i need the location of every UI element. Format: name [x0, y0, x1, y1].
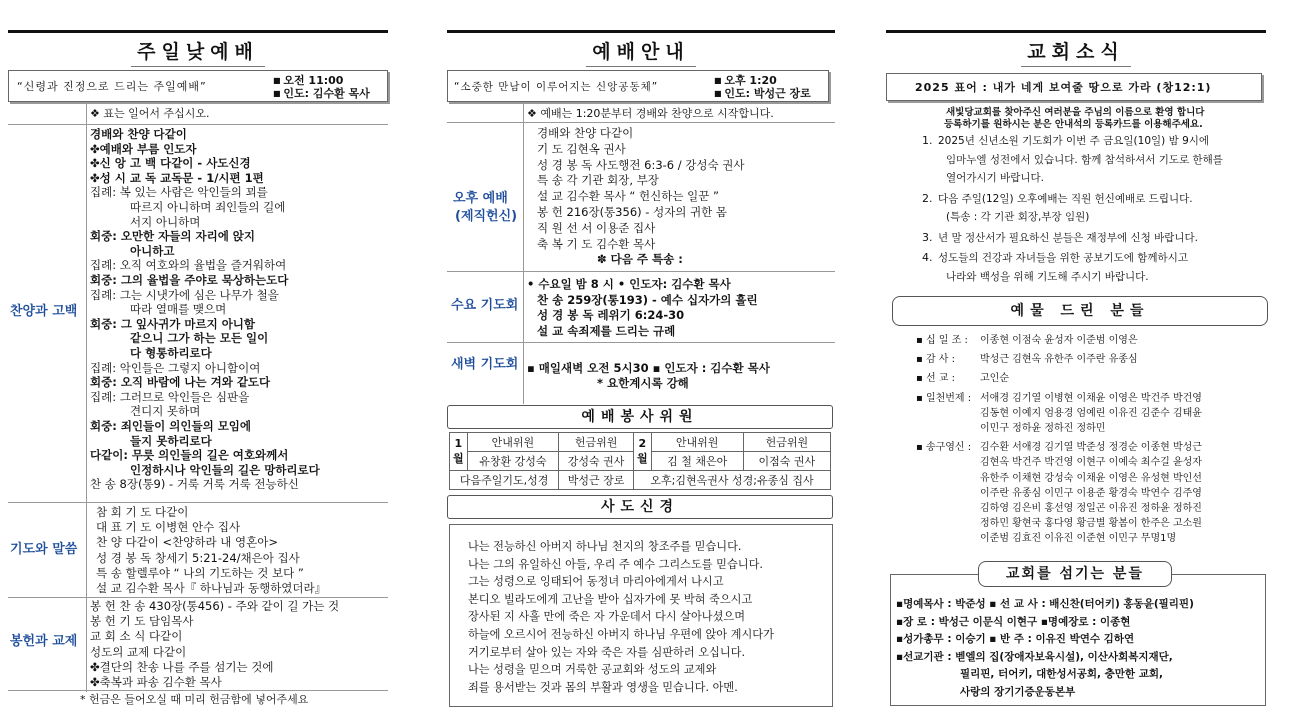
- servant-line: 필리핀, 터어키, 대한성서공회, 충만한 교회,: [960, 668, 1164, 680]
- dawn-line: ▪ 매일새벽 오전 5시30 ▪ 인도자 : 김수환 목사: [527, 361, 770, 375]
- offering-names: 김하영 김은비 홍선영 정일곤 이유진 정하윤 정하진: [980, 503, 1202, 514]
- liturgy-line: 회중: 오직 바람에 나는 겨와 같도다: [90, 375, 271, 390]
- pm-line: 봉 헌 216장(통356) - 성자의 귀한 몸: [537, 205, 728, 219]
- head-offering-2: 헌금위원: [743, 433, 830, 452]
- liturgy-line: 회중: 오만한 자들의 자리에 앉지: [90, 229, 256, 244]
- usher-2: 김 철 채은아: [651, 452, 743, 471]
- liturgy-line: 봉 헌 찬 송 430장(통456) - 주와 같이 길 가는 것: [90, 599, 340, 613]
- pm-service-sub: (제직헌신): [455, 209, 518, 224]
- liturgy-line: 대 표 기 도 이병현 안수 집사: [96, 520, 241, 535]
- liturgy-line: 집례: 그러므로 악인들은 심판을: [90, 389, 250, 404]
- offering-names: 김현옥 박건주 박건영 이현구 이예숙 최수길 윤성자: [980, 457, 1202, 469]
- servant-line: ▪명예목사 : 박준성 ▪ 선 교 사 : 배신찬(터어키) 홍동윤(필리핀): [896, 598, 1194, 610]
- offering-names: 이주란 유종심 이민구 이용준 황경숙 박연수 김주영: [980, 487, 1202, 499]
- offering-category: ▪ 감 사 :: [916, 354, 956, 366]
- liturgy-line: ✤축복과 파송 김수환 목사: [90, 675, 222, 689]
- offering-1: 강성숙 권사: [559, 452, 634, 471]
- usher-1: 유창환 강성숙: [467, 452, 559, 471]
- welcome-line-2: 등록하기를 원하시는 분은 안내석의 등록카드를 이용해주세요.: [944, 119, 1203, 130]
- creed-line: 나는 성령을 믿으며 거룩한 공교회와 성도의 교제와: [468, 663, 717, 677]
- pm-line: 특 송 각 기관 회장, 부장: [537, 173, 659, 188]
- wed-line: 설 교 속죄제를 드리는 규례: [537, 323, 676, 338]
- offering-names: 김수환 서애경 김기열 박준성 정경순 이종현 박성근: [980, 442, 1202, 454]
- motto: 2025 표어 : 내가 네게 보여줄 땅으로 가라 (창12:1): [915, 81, 1212, 94]
- creed-line: 하늘에 오르시어 전능하신 아버지 하나님 우편에 앉아 계시다가: [468, 628, 774, 641]
- left-theme: “신령과 진정으로 드리는 주일예배”: [17, 80, 207, 93]
- wed-label: 수요 기도회: [451, 298, 519, 313]
- offering-category: ▪ 송구영신 :: [916, 442, 972, 454]
- next-week-label: 다음주일기도,성경: [450, 471, 559, 490]
- news-line: 년 말 정산서가 필요하신 분들은 재정부에 신청 바랍니다.: [938, 231, 1198, 244]
- head-usher-2: 안내위원: [651, 433, 743, 452]
- middle-leader: ■ 인도: 박성근 장로: [714, 87, 811, 101]
- liturgy-line: 따라 열매를 맺으며: [130, 302, 227, 317]
- left-note: ❖ 표는 일어서 주십시오.: [90, 107, 210, 120]
- servants-title: 교회를 섬기는 분들: [978, 561, 1172, 587]
- liturgy-line: 들지 못하리로다: [130, 433, 212, 448]
- liturgy-line: 설 교 김수환 목사『 하나님과 동행하였더라』: [96, 581, 327, 595]
- middle-title: 예배안내: [447, 30, 835, 67]
- liturgy-line: 따르지 아니하며 죄인들의 길에: [130, 200, 286, 214]
- news-line: 임마누엘 성전에서 있습니다. 함께 참석하셔서 기도로 한해를: [946, 153, 1223, 166]
- offering-names: 이준범 김효진 이유진 이준현 이민구 무명1명: [980, 533, 1177, 545]
- left-title: 주일낮예배: [8, 30, 388, 67]
- news-line: 2025년 신년소원 기도회가 이번 주 금요일(10일) 밤 9시에: [938, 135, 1210, 147]
- right-title: 교회소식: [886, 30, 1266, 67]
- liturgy-line: ✤예배와 부름 인도자: [90, 141, 197, 156]
- section-label-word: 기도와 말씀: [10, 542, 78, 557]
- pm-line: 성 경 봉 독 사도행전 6:3-6 / 강성숙 권사: [537, 157, 745, 172]
- left-theme-box: [8, 70, 388, 102]
- liturgy-line: 집례: 그는 시냇가에 심은 나무가 철을: [90, 287, 279, 302]
- left-time: ■ 오전 11:00: [273, 74, 343, 88]
- liturgy-line: 회중: 죄인들이 의인들의 모임에: [90, 419, 252, 433]
- liturgy-line: 다같이: 무릇 의인들의 길은 여호와께서: [90, 448, 289, 463]
- offering-category: ▪ 일천번제 :: [916, 392, 972, 404]
- middle-time: ■ 오후 1:20: [714, 74, 777, 88]
- creed-title: 사도신경: [447, 495, 833, 519]
- servant-line: 사랑의 장기기증운동본부: [960, 685, 1076, 698]
- pm-line: 기 도 김현옥 권사: [537, 141, 626, 156]
- month-1: 1 월: [450, 433, 468, 471]
- pm-line: 설 교 김수환 목사 “ 헌신하는 일꾼 ”: [537, 189, 719, 204]
- creed-line: 나는 전능하신 아버지 하나님 천지의 창조주를 믿습니다.: [468, 540, 742, 553]
- offering-title: 예물 드린 분들: [892, 296, 1268, 326]
- offering-names: 김동현 이예지 엄용경 엄예린 이유진 김준수 김태윤: [980, 407, 1202, 419]
- news-line: 열어가시기 바랍니다.: [946, 172, 1044, 184]
- right-column: [886, 0, 1266, 723]
- liturgy-line: 인정하시나 악인들의 길은 망하리로다: [130, 462, 320, 477]
- creed-line: 죄를 용서받는 것과 몸의 부활과 영생을 믿습니다. 아멘.: [468, 680, 738, 694]
- liturgy-line: 집례: 오직 여호와의 율법을 즐거워하여: [90, 258, 287, 273]
- news-number: 2.: [922, 191, 933, 205]
- month-2: 2 월: [634, 433, 652, 471]
- middle-note: ❖ 예배는 1:20분부터 경배와 찬양으로 시작합니다.: [527, 107, 774, 120]
- liturgy-line: 봉 헌 기 도 담임목사: [90, 614, 194, 629]
- liturgy-line: 견디지 못하며: [130, 404, 201, 419]
- servant-line: ▪성가총무 : 이승기 ▪ 반 주 : 이유진 박연수 김하연: [896, 633, 1135, 645]
- offering-2: 이점숙 권사: [743, 452, 830, 471]
- middle-theme-box: [447, 70, 829, 102]
- offering-names: 서애경 김기열 이병현 이채윤 이영은 박건주 박건영: [980, 392, 1202, 404]
- middle-theme: “소중한 만남이 이루어지는 신앙공동체”: [454, 81, 659, 93]
- liturgy-line: 찬 송 8장(통9) - 거룩 거룩 거룩 전능하신: [90, 477, 299, 492]
- offering-names: 박성근 김현옥 유한주 이주란 유종심: [980, 354, 1138, 366]
- news-number: 4.: [922, 251, 933, 264]
- liturgy-line: 교 회 소 식 다같이: [90, 629, 183, 644]
- liturgy-line: ✤성 시 교 독 교독문 - 1/시편 1편: [90, 170, 264, 185]
- head-offering-1: 헌금위원: [559, 433, 634, 452]
- news-line: 다음 주일(12일) 오후예배는 직원 헌신예배로 드립니다.: [938, 192, 1193, 205]
- pm-line: 축 복 기 도 김수환 목사: [537, 236, 656, 251]
- middle-column: [447, 0, 835, 723]
- liturgy-line: ✤신 앙 고 백 다같이 - 사도신경: [90, 156, 251, 171]
- liturgy-line: 참 회 기 도 다같이: [96, 505, 189, 519]
- offering-names: 유한주 이채현 강성숙 이채윤 이영은 유성현 박인선: [980, 472, 1202, 484]
- creed-box: [449, 524, 833, 707]
- left-column: [8, 0, 388, 723]
- motto-box: [886, 73, 1262, 101]
- liturgy-line: ✤결단의 찬송 나를 주를 섬기는 것에: [90, 659, 274, 674]
- liturgy-line: 서지 아니하며: [130, 214, 201, 229]
- offering-category: ▪ 십 일 조 :: [916, 335, 968, 346]
- liturgy-line: 회중: 그의 율법을 주야로 묵상하는도다: [90, 273, 289, 287]
- section-label-offering: 봉헌과 교제: [10, 634, 78, 649]
- dawn-label: 새벽 기도회: [451, 357, 519, 372]
- service-table: [449, 432, 831, 490]
- creed-line: 거기로부터 살아 있는 자와 죽은 자를 심판하러 오십니다.: [468, 645, 746, 659]
- section-label-praise: 찬양과 고백: [10, 304, 78, 319]
- left-leader: ■ 인도: 김수환 목사: [273, 87, 370, 101]
- creed-line: 본디오 빌라도에게 고난을 받아 십자가에 못 박혀 죽으시고: [468, 592, 753, 606]
- liturgy-line: 경배와 찬양 다같이: [90, 127, 187, 141]
- offering-names: 고인순: [980, 373, 1009, 385]
- liturgy-line: 특 송 할렐루야 “ 나의 기도하는 것 보다 ”: [96, 565, 304, 580]
- liturgy-line: 집례: 악인들은 그렇지 아니함이여: [90, 360, 261, 375]
- welcome-line-1: 새빛당교회를 찾아주신 여러분을 주님의 이름으로 환영 합니다: [946, 107, 1205, 118]
- liturgy-line: 다 형통하리로다: [130, 346, 212, 360]
- liturgy-line: 성도의 교제 다같이: [90, 644, 187, 659]
- pm-line: 경배와 찬양 다같이: [537, 126, 634, 140]
- news-number: 3.: [922, 230, 933, 244]
- head-usher-1: 안내위원: [467, 433, 559, 452]
- liturgy-line: 찬 양 다같이 <찬양하라 내 영혼아>: [96, 535, 278, 550]
- servant-line: ▪선교기관 : 벧엘의 집(장애자보육시설), 이산사회복지재단,: [896, 650, 1173, 663]
- creed-line: 나는 그의 유일하신 아들, 우리 주 예수 그리스도를 믿습니다.: [468, 557, 763, 571]
- liturgy-line: 집례: 복 있는 사람은 악인들의 꾀를: [90, 185, 268, 200]
- news-line: (특송 : 각 기관 회장,부장 임원): [946, 211, 1090, 223]
- service-title: 예배봉사위원: [447, 405, 833, 429]
- offering-names: 정하민 황현국 홍다영 황금별 황봄이 한주은 고소원: [980, 518, 1202, 530]
- wed-line: • 수요일 밤 8 시 • 인도자: 김수환 목사: [527, 277, 731, 291]
- news-line: 성도들의 건강과 자녀들을 위한 공보기도에 함께하시고: [938, 252, 1188, 264]
- offering-category: ▪ 선 교 :: [916, 373, 956, 385]
- news-line: 나라와 백성을 위해 기도해 주시기 바랍니다.: [946, 270, 1149, 283]
- creed-line: 그는 성령으로 잉태되어 동정녀 마리아에게서 나시고: [468, 575, 724, 589]
- left-footnote: * 헌금은 들어오실 때 미리 헌금함에 넣어주세요: [80, 693, 309, 706]
- pm-service-label: 오후 예배: [453, 191, 508, 206]
- news-number: 1.: [922, 134, 933, 147]
- liturgy-line: 회중: 그 잎사귀가 마르지 아니함: [90, 316, 256, 331]
- liturgy-line: 같으니 그가 하는 모든 일이: [130, 331, 269, 346]
- next-week-prayer: 박성근 장로: [559, 471, 634, 490]
- pm-line: ✽ 다음 주 특송 :: [597, 252, 683, 267]
- dawn-line: * 요한계시록 강해: [597, 376, 689, 390]
- pm-line: 직 원 선 서 이용준 집사: [537, 220, 656, 235]
- wed-line: 성 경 봉 독 레위기 6:24-30: [537, 308, 685, 322]
- liturgy-line: 아니하고: [130, 243, 175, 258]
- wed-line: 찬 송 259장(통193) - 예수 십자가의 흘린: [537, 292, 758, 307]
- next-week-pm: 오후;김현옥권사 성경;유종심 집사: [634, 471, 831, 490]
- liturgy-line: 성 경 봉 독 창세기 5:21-24/채은아 집사: [96, 550, 300, 565]
- offering-names: 이종현 이점숙 윤성자 이준범 이영은: [980, 335, 1138, 346]
- creed-line: 장사된 지 사흘 만에 죽은 자 가운데서 다시 살아나셨으며: [468, 610, 746, 624]
- servant-line: ▪장 로 : 박성근 이문식 이현구 ▪명예장로 : 이종현: [896, 615, 1131, 628]
- offering-names: 이민구 정하윤 정하진 정하민: [980, 423, 1106, 434]
